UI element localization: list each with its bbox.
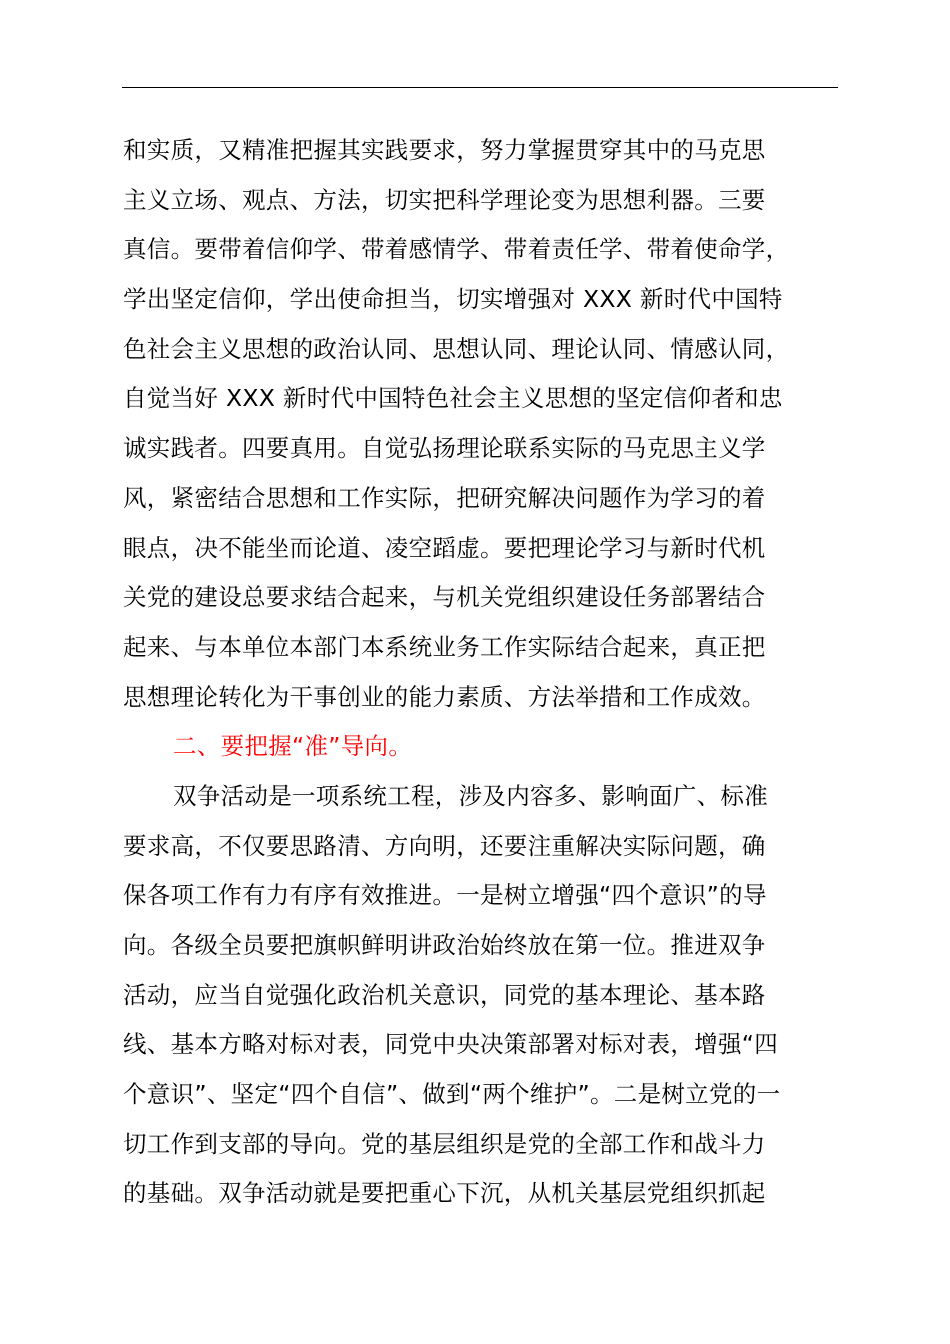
text-line: 活动，应当自觉强化政治机关意识，同党的基本理论、基本路 [123, 980, 766, 1009]
text-line: 风，紧密结合思想和工作实际，把研究解决问题作为学习的着 [123, 483, 766, 512]
text-line: 向。各级全员要把旗帜鲜明讲政治始终放在第一位。推进双争 [123, 931, 766, 959]
header-rule [122, 87, 838, 88]
text-line: 眼点，决不能坐而论道、凌空蹈虚。要把理论学习与新时代机 [123, 533, 766, 562]
text-line: 色社会主义思想的政治认同、思想认同、理论认同、情感认同， [123, 334, 790, 363]
text-line: 思想理论转化为干事创业的能力素质、方法举措和工作成效。 [123, 682, 766, 711]
text-line: 要求高，不仅要思路清、方向明，还要注重解决实际问题，确 [123, 831, 766, 860]
text-line: 切工作到支部的导向。党的基层组织是党的全部工作和战斗力 [123, 1129, 766, 1158]
text-line: 的基础。双争活动就是要把重心下沉，从机关基层党组织抓起 [123, 1179, 766, 1208]
text-line: 主义立场、观点、方法，切实把科学理论变为思想利器。三要 [123, 185, 766, 214]
text-line: 真信。要带着信仰学、带着感情学、带着责任学、带着使命学， [123, 235, 790, 264]
text-line: 学出坚定信仰，学出使命担当，切实增强对 XXX 新时代中国特 [123, 285, 783, 314]
document-body [123, 126, 863, 1219]
text-line: 个意识”、坚定“四个自信”、做到“两个维护”。二是树立党的一 [123, 1080, 781, 1109]
text-line: 起来、与本单位本部门本系统业务工作实际结合起来，真正把 [123, 632, 766, 661]
text-line: 自觉当好 XXX 新时代中国特色社会主义思想的坚定信仰者和忠 [123, 384, 783, 413]
text-line: 和实质，又精准把握其实践要求，努力掌握贯穿其中的马克思 [123, 136, 766, 164]
text-line: 诚实践者。四要真用。自觉弘扬理论联系实际的马克思主义学 [123, 434, 766, 463]
text-line: 关党的建设总要求结合起来，与机关党组织建设任务部署结合 [123, 583, 766, 612]
text-line: 线、基本方略对标对表，同党中央决策部署对标对表，增强“四 [123, 1030, 779, 1059]
paragraph-first-line: 双争活动是一项系统工程，涉及内容多、影响面广、标准 [173, 781, 768, 810]
text-line: 保各项工作有力有序有效推进。一是树立增强“四个意识”的导 [123, 881, 767, 910]
section-heading: 二、要把握“准”导向。 [173, 732, 413, 761]
